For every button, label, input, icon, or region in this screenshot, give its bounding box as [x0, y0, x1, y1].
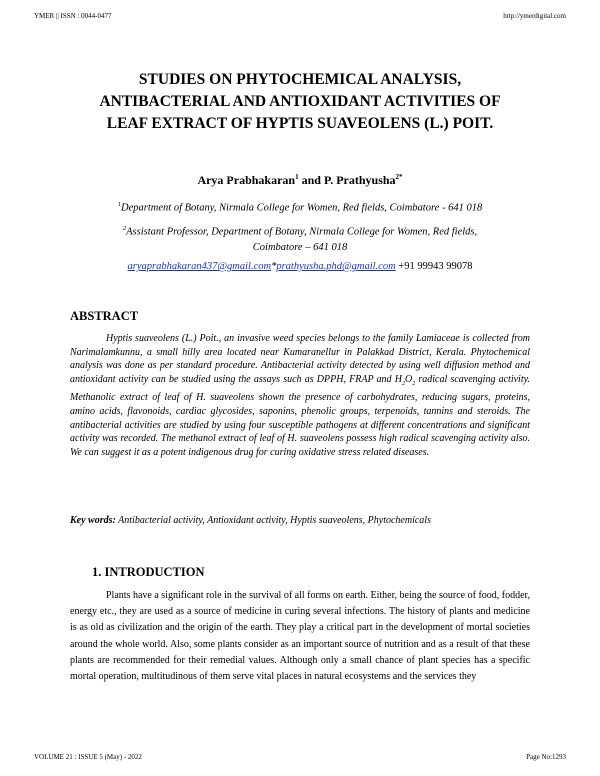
keywords [70, 515, 530, 526]
journal-header: YMER || ISSN : 0044-0477 [34, 12, 112, 20]
h2o2-sub-2: 2 [412, 380, 416, 387]
affiliation-2-line-2: Coimbatore – 641 018 [252, 241, 348, 253]
author-2-mark: 2* [395, 173, 403, 181]
affiliation-1-text: Department of Botany, Nirmala College for Women, Red fields, Coimbatore - 641 018 [121, 202, 483, 214]
author-1-mark: 1 [295, 173, 299, 181]
author-1: Arya Prabhakaran [197, 173, 296, 187]
title-line-3: LEAF EXTRACT OF HYPTIS SUAVEOLENS (L.) POIT. [106, 115, 494, 132]
h2o2-sub-1: 2 [401, 380, 405, 387]
author-2: P. Prathyusha [323, 173, 396, 187]
abstract-text-2: radical scavenging activity. Methanolic extract of leaf of H. suaveolens shown the presence of carbohydrates, reducing sugars, proteins, amino acids, flavonoids, cardiac glycosides, saponins, phenolic groups, terpenoids, tannins and steroids. The antibacterial activities are studied by using four susceptible pathogens at different concentrations and significant activity was recorded. The methanol extract of leaf of H. suaveolens possess high radical scavenging activity also. We can suggest it as a potent indigenous drug for curing oxidative stress related diseases. [70, 373, 530, 458]
h2o2-o: O [404, 373, 413, 385]
keywords-label: Key words: [70, 515, 116, 526]
affiliation-2-mark: 2 [122, 225, 127, 232]
abstract-heading: ABSTRACT [70, 309, 139, 323]
affiliation-1-mark: 1 [117, 201, 122, 208]
author-joiner: and [298, 173, 324, 187]
affiliation-2-line-1: Assistant Professor, Department of Botany, Nirmala College for Women, Red fields, [126, 226, 478, 238]
title-line-2: ANTIBACTERIAL AND ANTIOXIDANT ACTIVITIES OF [99, 93, 501, 110]
email-link-2[interactable]: prathyusha.phd@gmail.com [276, 261, 396, 272]
footer-volume: VOLUME 21 : ISSUE 5 (May) - 2022 [34, 753, 142, 761]
phone-number: +91 99943 99078 [395, 261, 473, 272]
affiliation-2 [60, 221, 540, 255]
journal-url: http://ymerdigital.com [503, 12, 566, 20]
keywords-value: Antibacterial activity, Antioxidant activity, Hyptis suaveolens, Phytochemicals [115, 515, 431, 526]
email-link-1[interactable]: aryaprabhakaran437@gmail.com [127, 261, 272, 272]
paper-title [40, 69, 560, 135]
affiliation-1 [60, 197, 540, 216]
section-heading-introduction: 1. INTRODUCTION [92, 565, 205, 579]
author-list [0, 173, 600, 188]
introduction-body: Plants have a significant role in the survival of all forms on earth. Either, being the source of food, fodder, energy etc., they are used as a source of medicine in curing several infections. The history of plants and medicine is as old as civilization and the origin of the earth. They play a critical part in the development of mortal societies around the whole world. Also, some plants consider as an important source of nutrition and as a result of that these plants are recommended for their remedial values. Although only a small chance of plant species has a specific mortal operation, multitudinous of them serve vital places in natural ecosystems and the services they [70, 590, 530, 683]
footer-page: Page No:1293 [526, 753, 566, 761]
corresponding-star: * [271, 261, 277, 272]
contact-line [0, 261, 600, 272]
abstract-body [70, 332, 530, 459]
title-line-1: STUDIES ON PHYTOCHEMICAL ANALYSIS, [138, 71, 462, 88]
abstract-text-1: Hyptis suaveolens (L.) Poit., an invasive weed species belongs to the family Lamiaceae is collected from Narimalamkunnu, a small hilly area located near Kumaranellur in Palakkad District, Kerala. Phytochemical analysis was done as per standard procedure. Antibacterial activity detected by using well diffusion method and antioxidant activity can be studied using the assays such as DPPH, FRAP and H [70, 333, 530, 385]
